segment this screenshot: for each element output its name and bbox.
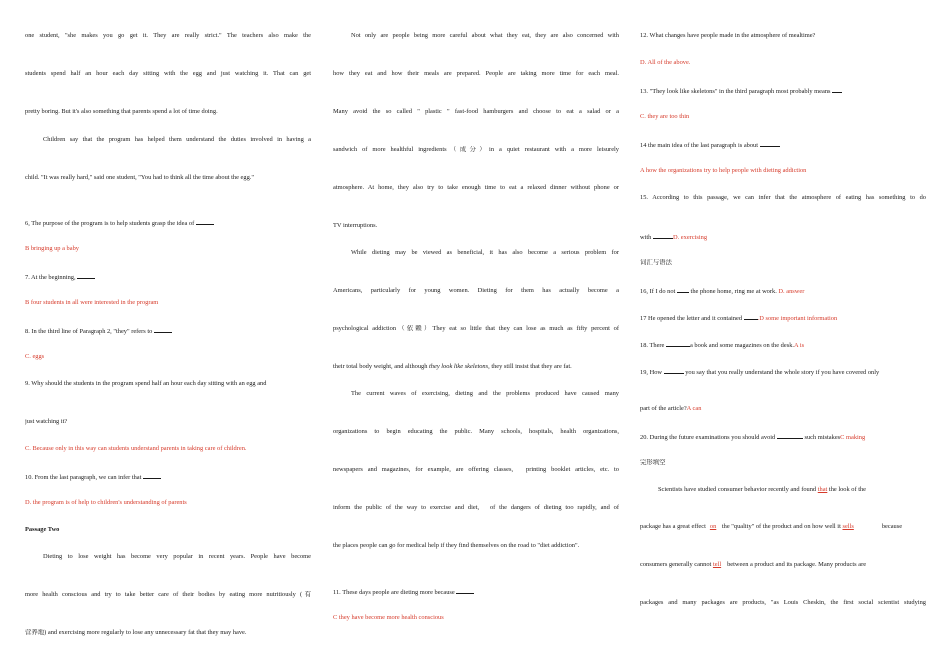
question-7: 7. At the beginning, [25,272,311,282]
section-heading-cloze: 完形填空 [640,459,666,466]
question-10: 10. From the last paragraph, we can infer that [25,472,311,482]
text-line: more health conscious and try to take better care of their bodies by eating more nutritiously (有 [25,591,311,598]
text-line: their total body weight, and although they look like skeletons, they still insist that they are fat. [333,363,572,370]
answer-blank [677,286,689,293]
text-line: psychological addiction（依赖）They eat so little that they can lose as much as fifty percent of [333,325,619,332]
question-15: 15. According to this passage, we can infer that the atmosphere of eating has something to do [640,194,926,201]
answer-13: C. they are too thin [640,113,690,120]
question-18: 18. There a book and some magazines on the desk.A is [640,342,805,349]
question-9: 9. Why should the students in the program spend half an hour each day sitting with an egg and [25,380,267,387]
answer-11: C they have become more health conscious [333,614,444,621]
cloze-answer: tell [712,561,722,568]
text-line: The current waves of exercising, dieting and the problems produced have caused many [351,390,619,397]
question-9-cont: just watching it? [25,418,68,425]
cloze-answer: that [817,486,828,493]
question-8: 8. In the third line of Paragraph 2, "they" refers to [25,326,311,336]
answer-14: A how the organizations try to help people with dieting addiction [640,167,807,174]
answer-20: C making [840,434,866,441]
answer-blank [154,326,172,333]
question-16: 16, If I do not the phone home, ring me at work. D. answer [640,288,805,295]
text-line: one student, "she makes you go get it. They are really strict." The teachers also make the [25,32,311,39]
text-line: inform the public of the way to exercise and diet, of the dangers of dieting too rapidly, and of [333,504,619,511]
answer-blank [664,367,684,374]
text-line: packages and many packages are products, "as Louis Cheskin, the first social scientist studying [640,599,926,606]
text-line: Americans, particularly for young women. Dieting for them has actually become a [333,287,619,294]
text-line: sandwich of more healthful ingredients（成分）in a quiet restaurant with a more leisurely [333,146,619,153]
answer-9: C. Because only in this way can students understand parents in taking care of children. [25,445,247,452]
text-line: package has a great effect on the "quality" of the product and on how well it sells because [640,523,903,530]
answer-blank [653,232,673,239]
answer-10: D. the program is of help to children's understanding of parents [25,499,187,506]
answer-blank [832,86,842,93]
text-line: newspapers and magazines, for example, are offering classes, printing booklet articles, etc. to [333,466,619,473]
text-line: organizations to begin educating the public. Many schools, hospitals, health organizations, [333,428,619,435]
answer-18: A is [793,342,805,349]
text-line: the places people can go for medical help if they find themselves on the road to "diet addiction". [333,542,580,549]
answer-blank [777,432,803,439]
answer-12: D. All of the above. [640,59,691,66]
answer-blank [744,313,758,320]
answer-blank [196,218,214,225]
cloze-answer: sells [842,523,854,530]
text-line: consumers generally cannot tell between a product and its package. Many products are [640,561,867,568]
column-left [25,0,311,672]
question-13: 13. "They look like skeletons" in the third paragraph most probably means [640,86,926,96]
question-19: 19, How you say that you really understand the whole story if you have covered only [640,369,880,376]
answer-blank [77,272,95,279]
answer-15: D. exercising [672,234,708,241]
question-19-cont: part of the article?A can [640,405,702,412]
answer-7: B four students in all were interested in the program [25,299,159,306]
question-20: 20. During the future examinations you should avoid such mistakesC making [640,434,866,441]
passage-title: Passage Two [25,526,60,533]
answer-16: D. answer [778,288,805,295]
column-right [640,0,926,672]
section-heading-vocab: 词汇与语法 [640,259,672,266]
cloze-answer: on [709,523,717,530]
answer-blank [666,340,690,347]
text-line: Children say that the program has helped them understand the duties involved in having a [43,136,311,143]
question-11: 11. These days people are dieting more because [333,587,619,597]
question-15-cont: with D. exercising [640,234,708,241]
question-6: 6, The purpose of the program is to help students grasp the idea of [25,218,311,228]
text-line: Scientists have studied consumer behavior recently and found that the look of the [658,486,867,493]
text-line: Dieting to lose weight has become very popular in recent years. People have become [43,553,311,560]
answer-blank [760,140,780,147]
text-line: students spend half an hour each day sitting with the egg and just watching it. That can get [25,70,311,77]
text-line: child. "It was really hard," said one student, "You had to think all the time about the egg." [25,174,254,181]
text-line: Not only are people being more careful about what they eat, they are also concerned with [351,32,619,39]
question-14: 14 the main idea of the last paragraph is about [640,140,926,150]
text-line: TV interruptions. [333,222,378,229]
text-line: 营养地) and exercising more regularly to lose any unnecessary fat that they may have. [25,629,247,636]
question-12: 12. What changes have people made in the atmosphere of mealtime? [640,32,816,39]
answer-8: C. eggs [25,353,45,360]
text-line: While dieting may be viewed as beneficial, it has also become a serious problem for [351,249,619,256]
answer-blank [456,587,474,594]
answer-6: B bringing up a baby [25,245,79,252]
answer-17: .D some important information [757,315,838,322]
answer-blank [143,472,161,479]
text-line: atmosphere. At home, they also try to take enough time to eat a relaxed dinner without phone or [333,184,619,191]
text-line: pretty boring. But it's also something that parents spend a lot of time doing. [25,108,218,115]
question-17: 17 He opened the letter and it contained .D some important information [640,315,838,322]
text-line: Many avoid the so called " plastic " fast-food hamburgers and choose to eat a salad or a [333,108,619,115]
column-middle [333,0,619,672]
text-line: how they eat and how their meals are prepared. People are taking more time for each meal. [333,70,619,77]
answer-19: A can [686,405,702,412]
